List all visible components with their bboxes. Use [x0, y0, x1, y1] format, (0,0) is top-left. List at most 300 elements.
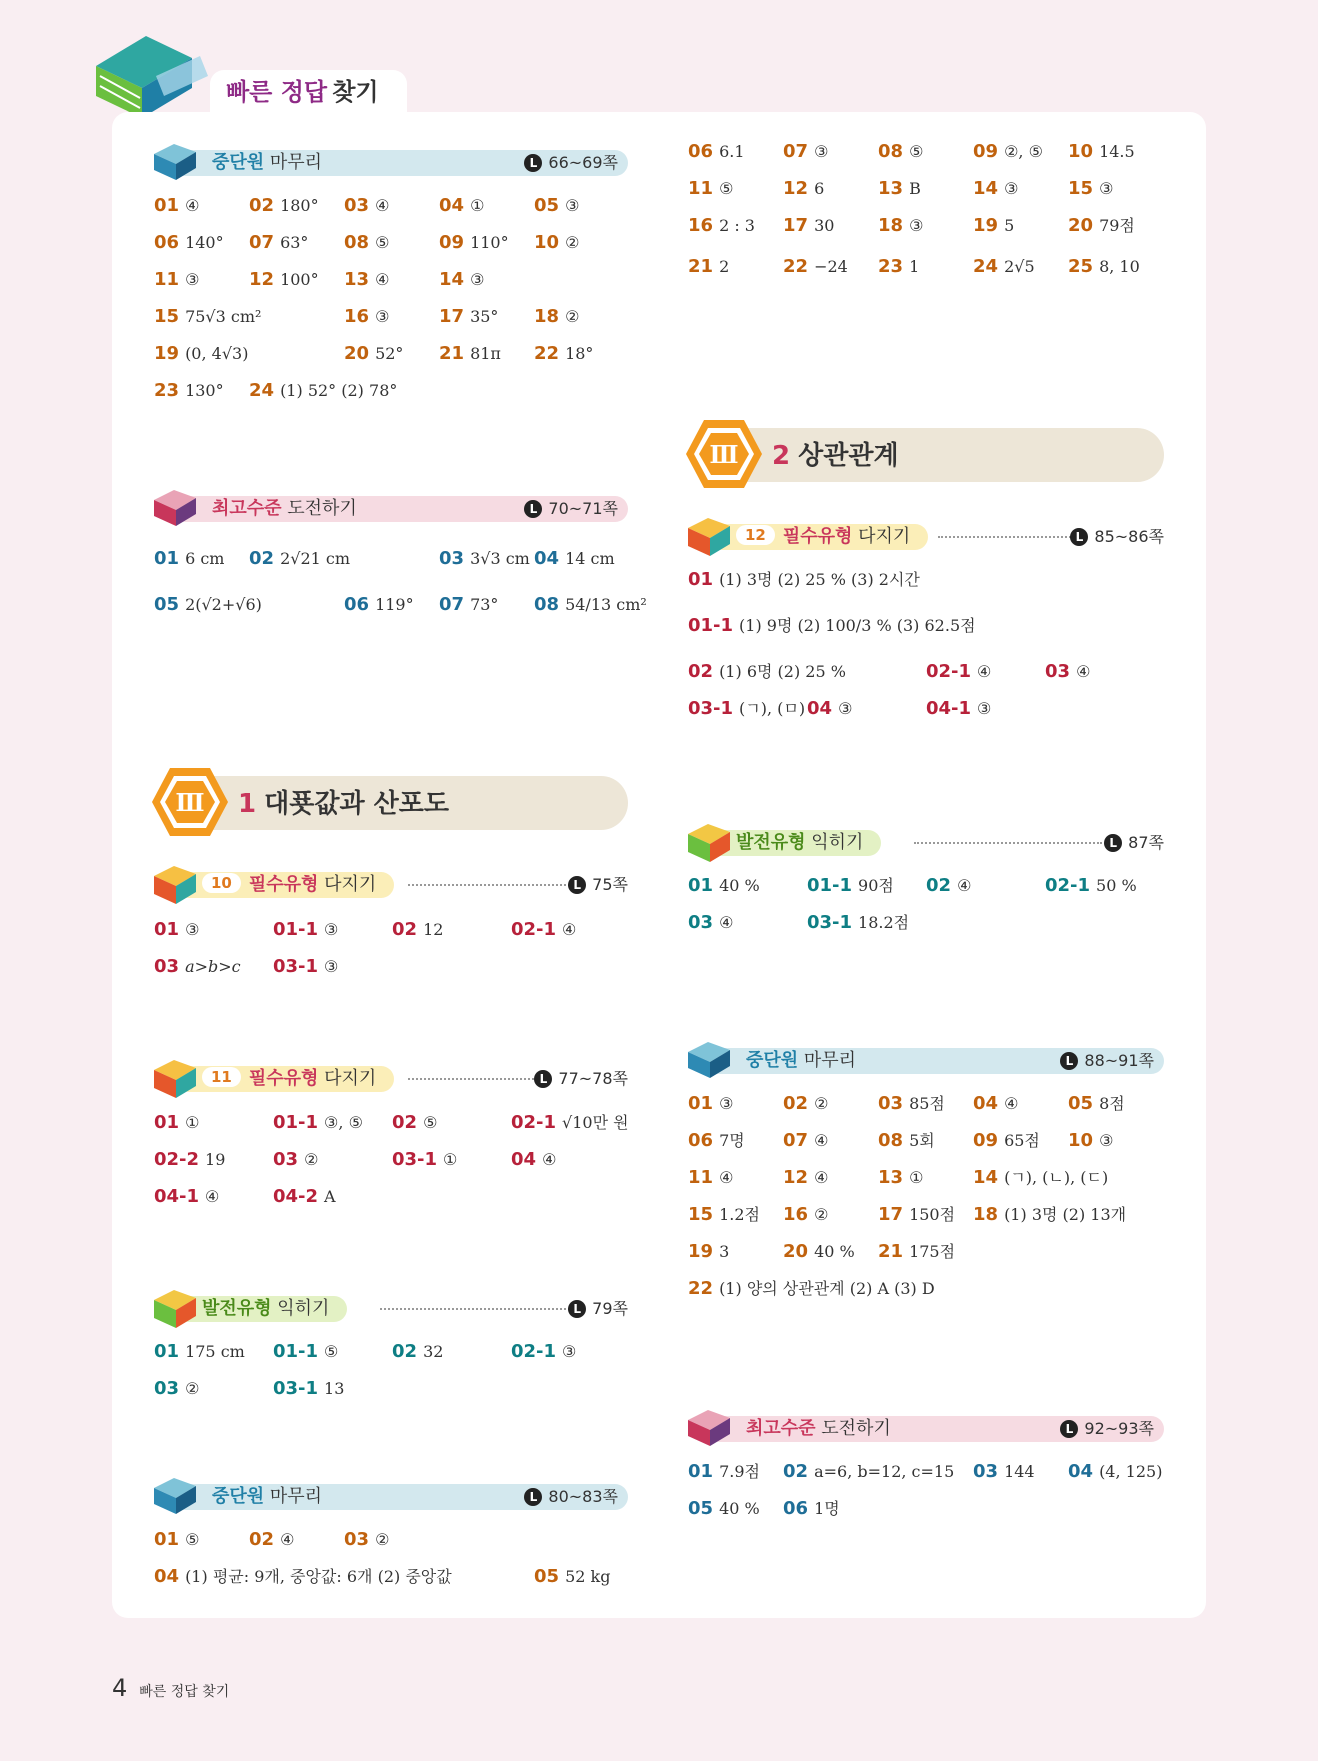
answer-item	[154, 918, 199, 942]
answer-number: 05	[534, 195, 560, 216]
answer-value: (1) 6명 (2) 25 %	[719, 662, 846, 681]
answer-number: 01	[154, 1529, 180, 1550]
answer-item	[1068, 1129, 1113, 1153]
page-range: 87쪽	[1128, 833, 1164, 852]
answer-number: 04	[807, 698, 833, 719]
answer-value: 6 cm	[185, 549, 225, 568]
answer-value: ③	[470, 270, 485, 289]
answer-item	[783, 1092, 828, 1116]
section-title-bold: 중단원	[212, 152, 265, 173]
answer-number: 02-1	[926, 661, 972, 682]
answer-number: 08	[534, 594, 560, 615]
section-title-rest: 도전하기	[815, 1418, 891, 1439]
answer-item	[392, 1340, 443, 1364]
answer-number: 17	[878, 1204, 904, 1225]
answer-item	[878, 1166, 923, 1190]
answer-number: 03-1	[688, 698, 734, 719]
page-range: 80~83쪽	[548, 1487, 618, 1506]
answer-number: 02	[392, 919, 418, 940]
page-range: 85~86쪽	[1094, 527, 1164, 546]
answer-number: 14	[439, 269, 465, 290]
chapter-header-1	[150, 772, 628, 828]
page-range: 79쪽	[592, 1299, 628, 1318]
answer-value: 73°	[470, 595, 499, 614]
answer-item	[154, 268, 199, 292]
answer-item	[783, 140, 828, 164]
answer-item	[1068, 177, 1113, 201]
answer-value: 2	[719, 257, 730, 276]
answer-value: 50 %	[1096, 876, 1137, 895]
answer-value: 30	[814, 216, 835, 235]
answer-number: 03	[154, 1378, 180, 1399]
answer-item	[511, 1148, 556, 1172]
answer-value: ③	[324, 920, 339, 939]
answer-value: a>b>c	[185, 957, 241, 976]
answer-item	[688, 177, 733, 201]
answer-item	[1068, 255, 1140, 279]
cube-green-icon	[152, 1288, 198, 1328]
answer-value: 35°	[470, 307, 499, 326]
answer-number: 13	[878, 178, 904, 199]
answer-number: 09	[973, 141, 999, 162]
answer-value: 1명	[814, 1499, 840, 1518]
answer-value: 14 cm	[565, 549, 615, 568]
answer-item	[878, 255, 919, 279]
answer-value: 65점	[1004, 1131, 1040, 1150]
answer-item	[926, 874, 971, 898]
section-title-rest: 다지기	[318, 1068, 377, 1089]
answer-item	[807, 874, 894, 898]
answer-number: 01	[154, 919, 180, 940]
answer-number: 02-1	[511, 1112, 557, 1133]
answer-item	[783, 1240, 855, 1264]
answer-number: 20	[344, 343, 370, 364]
answer-number: 04	[534, 548, 560, 569]
footer-text: 빠른 정답 찾기	[139, 1684, 230, 1700]
answer-value: 85점	[909, 1094, 945, 1113]
answer-value: √10만 원	[562, 1113, 629, 1132]
answer-item	[807, 911, 909, 935]
answer-number: 12	[783, 178, 809, 199]
answer-value: 52°	[375, 344, 404, 363]
answer-number: 03-1	[807, 912, 853, 933]
answer-item	[273, 1148, 318, 1172]
answer-number: 23	[154, 380, 180, 401]
section-title-rest: 익히기	[271, 1298, 330, 1319]
answer-value: ③	[909, 216, 924, 235]
answer-number: 02	[249, 195, 275, 216]
answer-item	[534, 593, 647, 617]
answer-number: 15	[1068, 178, 1094, 199]
answer-number: 01	[154, 548, 180, 569]
answer-number: 04	[1068, 1461, 1094, 1482]
answer-item	[392, 1148, 457, 1172]
page-range: 92~93쪽	[1084, 1419, 1154, 1438]
answer-item	[439, 305, 498, 329]
answer-item	[344, 268, 389, 292]
answer-number: 06	[783, 1498, 809, 1519]
answer-number: 01	[688, 875, 714, 896]
answer-value: ③	[1004, 179, 1019, 198]
answer-value: 7명	[719, 1131, 745, 1150]
answer-value: 7.9점	[719, 1462, 760, 1481]
answer-number: 06	[688, 141, 714, 162]
page-ref-icon: L	[534, 1070, 552, 1088]
answer-number: 03	[1045, 661, 1071, 682]
answer-item	[273, 1185, 336, 1209]
answer-item	[154, 194, 199, 218]
answer-item	[534, 342, 593, 366]
answer-item	[878, 177, 921, 201]
page-ref-icon: L	[524, 154, 542, 172]
answer-value: ③	[719, 1094, 734, 1113]
answer-number: 19	[688, 1241, 714, 1262]
page-ref-icon: L	[1060, 1052, 1078, 1070]
answer-item	[783, 255, 848, 279]
answer-value: ②	[814, 1205, 829, 1224]
answer-value: 2√21 cm	[280, 549, 351, 568]
answer-number: 01	[154, 1341, 180, 1362]
answer-value: ②	[304, 1150, 319, 1169]
answer-item	[783, 1203, 828, 1227]
answer-item	[1068, 140, 1135, 164]
answer-number: 07	[783, 141, 809, 162]
answer-number: 09	[439, 232, 465, 253]
answer-item	[273, 955, 338, 979]
answer-item	[688, 614, 976, 638]
answer-value: ④	[1004, 1094, 1019, 1113]
answer-number: 02	[783, 1093, 809, 1114]
chapter-hexagon-icon	[150, 766, 230, 838]
answer-item	[511, 918, 576, 942]
answer-number: 12	[783, 1167, 809, 1188]
answer-number: 02	[249, 548, 275, 569]
cube-orange-icon	[686, 516, 732, 556]
answer-value: 8, 10	[1099, 257, 1140, 276]
answer-number: 01	[688, 1461, 714, 1482]
answer-number: 10	[1068, 1130, 1094, 1151]
answer-value: ①	[443, 1150, 458, 1169]
page-range: 66~69쪽	[548, 153, 618, 172]
answer-item	[249, 268, 319, 292]
answer-number: 20	[783, 1241, 809, 1262]
answer-value: ④	[719, 913, 734, 932]
answer-number: 11	[688, 178, 714, 199]
answer-item	[688, 911, 733, 935]
answer-number: 04-2	[273, 1186, 319, 1207]
answer-item	[439, 194, 484, 218]
answer-value: 79점	[1099, 216, 1135, 235]
answer-value: 3√3 cm	[470, 549, 530, 568]
cube-pink-icon	[686, 1408, 732, 1446]
answer-value: ③	[1099, 179, 1114, 198]
answer-number: 25	[1068, 256, 1094, 277]
page-ref-icon: L	[1060, 1420, 1078, 1438]
answer-item	[1068, 1092, 1125, 1116]
answer-item	[249, 194, 319, 218]
section-number: 12	[736, 525, 775, 545]
answer-value: ③	[1099, 1131, 1114, 1150]
section-title-rest: 마무리	[264, 152, 323, 173]
answer-value: 130°	[185, 381, 224, 400]
section-header-essential-11	[152, 1064, 628, 1094]
answer-item	[878, 140, 923, 164]
answer-value: ③	[838, 699, 853, 718]
answer-item	[392, 918, 443, 942]
answer-value: ③	[375, 307, 390, 326]
answer-item	[926, 697, 991, 721]
answer-number: 16	[344, 306, 370, 327]
answer-item	[439, 342, 501, 366]
chapter-title: 상관관계	[798, 441, 899, 471]
answer-item	[344, 305, 389, 329]
answer-item	[154, 547, 224, 571]
section-title-bold: 최고수준	[212, 498, 282, 519]
answer-number: 14	[973, 178, 999, 199]
answer-value: (1) 9명 (2) 100/3 % (3) 62.5점	[739, 616, 976, 635]
answer-number: 17	[783, 215, 809, 236]
section-title-bold: 중단원	[212, 1486, 265, 1507]
section-header-essential-10	[152, 870, 628, 900]
answer-item	[154, 1148, 225, 1172]
answer-value: 52 kg	[565, 1567, 611, 1586]
answer-item	[688, 1092, 733, 1116]
answer-number: 16	[688, 215, 714, 236]
answer-item	[783, 1129, 828, 1153]
answer-number: 20	[1068, 215, 1094, 236]
answer-number: 06	[688, 1130, 714, 1151]
answer-value: 2√5	[1004, 257, 1035, 276]
page-ref-icon: L	[524, 1488, 542, 1506]
answer-value: 19	[205, 1150, 226, 1169]
section-title-bold: 필수유형	[248, 874, 319, 895]
answer-number: 08	[878, 141, 904, 162]
page-ref-icon: L	[1070, 528, 1088, 546]
answer-item	[973, 1203, 1126, 1227]
page-range: 70~71쪽	[548, 499, 618, 518]
answer-value: ③	[814, 142, 829, 161]
answer-item	[878, 1203, 955, 1227]
page-range: 88~91쪽	[1084, 1051, 1154, 1070]
answer-number: 12	[249, 269, 275, 290]
cube-blue-icon	[152, 142, 198, 180]
answer-value: ③, ⑤	[324, 1113, 363, 1132]
answer-value: 14.5	[1099, 142, 1135, 161]
answer-value: ②	[814, 1094, 829, 1113]
answer-item	[688, 697, 805, 721]
answer-number: 02-1	[1045, 875, 1091, 896]
answer-value: 2(√2+√6)	[185, 595, 262, 614]
section-header-advanced	[152, 1294, 628, 1324]
answer-item	[688, 214, 755, 238]
answer-item	[783, 1497, 840, 1521]
answer-number: 03	[154, 956, 180, 977]
answer-item	[273, 1377, 344, 1401]
answer-item	[154, 1111, 199, 1135]
answer-item	[439, 593, 498, 617]
answer-value: ②	[185, 1379, 200, 1398]
answer-item	[878, 1092, 945, 1116]
section-title-rest: 다지기	[852, 526, 911, 547]
answer-number: 03-1	[392, 1149, 438, 1170]
answer-value: 110°	[470, 233, 509, 252]
answer-item	[878, 214, 923, 238]
answer-item	[926, 660, 991, 684]
answer-value: ③	[562, 1342, 577, 1361]
answer-item	[154, 231, 224, 255]
answer-item	[973, 140, 1043, 164]
answer-value: ②	[375, 1530, 390, 1549]
answer-item	[439, 547, 530, 571]
answer-number: 13	[878, 1167, 904, 1188]
answer-item	[973, 214, 1014, 238]
section-title-bold: 발전유형	[736, 832, 806, 853]
answer-value: 13	[324, 1379, 345, 1398]
answer-value: 3	[719, 1242, 730, 1261]
answer-number: 01-1	[807, 875, 853, 896]
cube-pink-icon	[152, 488, 198, 526]
section-title-bold: 필수유형	[782, 526, 853, 547]
answer-item	[154, 1340, 245, 1364]
answer-number: 19	[154, 343, 180, 364]
answer-item	[688, 660, 846, 684]
answer-value: 1	[909, 257, 920, 276]
answer-value: ④	[977, 662, 992, 681]
answer-number: 02	[249, 1529, 275, 1550]
answer-item	[439, 231, 509, 255]
answer-number: 04	[154, 1566, 180, 1587]
section-title-rest: 마무리	[264, 1486, 323, 1507]
answer-number: 08	[344, 232, 370, 253]
answer-value: 18.2점	[858, 913, 910, 932]
answer-number: 03	[273, 1149, 299, 1170]
page-ref-icon: L	[568, 876, 586, 894]
chapter-number: 2	[772, 441, 791, 471]
page-title-part1: 빠른 정답	[226, 78, 328, 106]
answer-number: 01	[688, 569, 714, 590]
answer-value: 144	[1004, 1462, 1035, 1481]
page-range: 75쪽	[592, 875, 628, 894]
answer-number: 05	[688, 1498, 714, 1519]
page-range: 77~78쪽	[558, 1069, 628, 1088]
section-header-midunit-review-2	[152, 1482, 628, 1512]
answer-value: ⑤	[909, 142, 924, 161]
answer-number: 01-1	[273, 919, 319, 940]
answer-number: 01	[154, 1112, 180, 1133]
answer-value: (ㄱ), (ㅁ)	[739, 699, 806, 718]
section-header-midunit-review-3	[686, 1046, 1164, 1076]
answer-item	[688, 1277, 935, 1301]
answer-value: 40 %	[814, 1242, 855, 1261]
answer-number: 22	[534, 343, 560, 364]
answer-number: 11	[154, 269, 180, 290]
section-title-rest: 다지기	[318, 874, 377, 895]
answer-value: ④	[562, 920, 577, 939]
answer-item	[344, 342, 403, 366]
answer-item	[973, 1460, 1035, 1484]
answer-number: 05	[534, 1566, 560, 1587]
answer-value: 54/13 cm²	[565, 595, 647, 614]
section-header-essential-12	[686, 522, 1164, 552]
answer-item	[688, 255, 729, 279]
answer-value: 8점	[1099, 1094, 1125, 1113]
section-title-rest: 도전하기	[281, 498, 357, 519]
answer-number: 22	[688, 1278, 714, 1299]
answer-number: 01	[154, 195, 180, 216]
answer-value: (4, 125)	[1099, 1462, 1163, 1481]
answer-number: 23	[878, 256, 904, 277]
answer-number: 02	[392, 1341, 418, 1362]
answer-item	[249, 231, 308, 255]
answer-value: 5	[1004, 216, 1015, 235]
answer-value: (1) 양의 상관관계 (2) A (3) D	[719, 1279, 935, 1298]
answer-value: 175점	[909, 1242, 956, 1261]
answer-value: 100°	[280, 270, 319, 289]
page-number: 4	[112, 1674, 128, 1702]
answer-number: 01-1	[688, 615, 734, 636]
chapter-header-2	[684, 424, 1164, 480]
answer-item	[392, 1111, 437, 1135]
answer-item	[688, 1129, 745, 1153]
answer-value: ④	[185, 196, 200, 215]
answer-number: 22	[783, 256, 809, 277]
answer-value: 40 %	[719, 1499, 760, 1518]
answer-number: 02	[688, 661, 714, 682]
answer-value: ⑤	[719, 179, 734, 198]
answer-item	[154, 1565, 452, 1589]
answer-value: ⑤	[375, 233, 390, 252]
section-title-bold: 중단원	[746, 1050, 799, 1071]
section-header-advanced-2	[686, 828, 1164, 858]
answer-item	[249, 379, 397, 403]
answer-number: 14	[973, 1167, 999, 1188]
answer-item	[973, 1129, 1040, 1153]
answer-value: (1) 평균: 9개, 중앙값: 6개 (2) 중앙값	[185, 1567, 452, 1586]
page-ref-icon: L	[524, 500, 542, 518]
answer-item	[511, 1111, 629, 1135]
answer-item	[688, 1497, 760, 1521]
answer-number: 21	[439, 343, 465, 364]
answer-item	[534, 231, 579, 255]
section-title-rest: 마무리	[798, 1050, 857, 1071]
answer-number: 03	[973, 1461, 999, 1482]
answer-card	[112, 112, 1206, 1618]
answer-value: 90점	[858, 876, 894, 895]
answer-value: 119°	[375, 595, 414, 614]
answer-value: ④	[814, 1168, 829, 1187]
answer-value: ①	[185, 1113, 200, 1132]
section-header-midunit-review	[152, 148, 628, 178]
answer-item	[249, 547, 350, 571]
answer-value: 12	[423, 920, 444, 939]
answer-value: ⑤	[324, 1342, 339, 1361]
cube-orange-icon	[152, 864, 198, 904]
answer-value: −24	[814, 257, 848, 276]
answer-value: ④	[375, 270, 390, 289]
answer-item	[1045, 874, 1137, 898]
answer-value: 180°	[280, 196, 319, 215]
answer-number: 21	[878, 1241, 904, 1262]
answer-value: 6.1	[719, 142, 745, 161]
answer-number: 18	[534, 306, 560, 327]
answer-value: ①	[470, 196, 485, 215]
answer-item	[154, 1528, 199, 1552]
answer-number: 04-1	[154, 1186, 200, 1207]
answer-item	[154, 379, 224, 403]
answer-number: 02-1	[511, 919, 557, 940]
answer-value: ③	[565, 196, 580, 215]
answer-item	[154, 955, 241, 979]
